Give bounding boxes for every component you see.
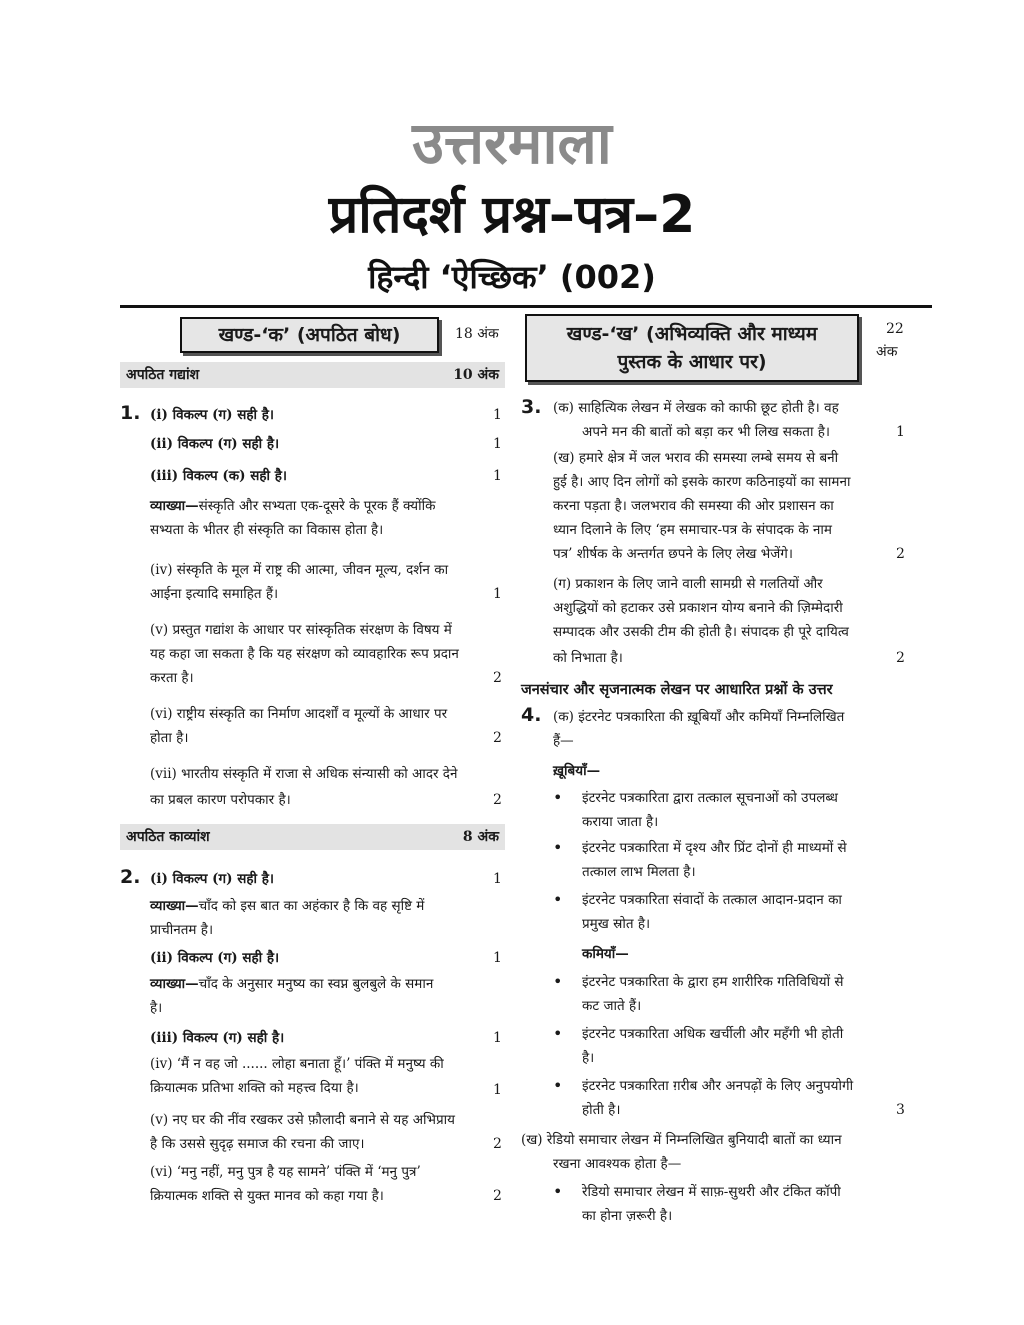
explanation-line: है। xyxy=(150,1000,163,1016)
answer-line: (iii) विकल्प (ग) सही है। xyxy=(150,1030,285,1046)
header-rule xyxy=(120,305,932,308)
bullet-icon: • xyxy=(553,972,563,991)
answer-line: (iii) विकल्प (क) सही है। xyxy=(150,468,288,484)
pros-title: ख़ूबियाँ— xyxy=(553,763,601,779)
question-number: 4. xyxy=(521,704,542,726)
answer-line: हुई है। आए दिन लोगों को इसके कारण कठिनाइयों का सामना xyxy=(553,474,851,490)
answer-line: (vi) ‘मनु नहीं, मनु पुत्र है यह सामने’ पंक्ति में ‘मनु पुत्र’ xyxy=(150,1164,421,1180)
band-marks: 8 अंक xyxy=(462,829,499,845)
answer-line: रखना आवश्यक होता है— xyxy=(553,1156,682,1172)
answer-line: (क) साहित्यिक लेखन में लेखक को काफी छूट होती है। वह xyxy=(553,400,839,416)
section-b-box xyxy=(525,314,859,382)
section-heading: जनसंचार और सृजनात्मक लेखन पर आधारित प्रश्नों के उत्तर xyxy=(521,681,833,698)
bullet-icon: • xyxy=(553,1024,563,1043)
bullet-line: रेडियो समाचार लेखन में साफ़-सुथरी और टंकित कॉपी xyxy=(582,1184,841,1200)
marks: 2 xyxy=(896,650,905,666)
answer-line: (ख) हमारे क्षेत्र में जल भराव की समस्या लम्बे समय से बनी xyxy=(553,450,839,466)
section-b-marks-number: 22 xyxy=(886,321,904,337)
bullet-line: तत्काल लाभ मिलता है। xyxy=(582,864,696,880)
answer-line: हैं— xyxy=(553,733,574,749)
marks: 1 xyxy=(493,468,502,484)
section-a-box xyxy=(180,317,439,353)
answer-line: (iv) संस्कृति के मूल में राष्ट्र की आत्मा, जीवन मूल्य, दर्शन का xyxy=(150,562,449,578)
explanation-line xyxy=(150,496,435,516)
explanation-line xyxy=(150,974,433,994)
explanation-line: प्राचीनतम है। xyxy=(150,922,214,938)
explanation-label: व्याख्या— xyxy=(150,498,199,514)
section-b-title-line1: खण्ड-‘ख’ (अभिव्यक्ति और माध्यम xyxy=(566,323,818,345)
section-b-title-line2: पुस्तक के आधार पर) xyxy=(617,351,767,373)
bullet-icon: • xyxy=(553,1076,563,1095)
answer-line: (iv) ‘मैं न वह जो ...... लोहा बनाता हूँ।’ पंक्ति में मनुष्य की xyxy=(150,1056,444,1072)
answer-line: (ii) विकल्प (ग) सही है। xyxy=(150,950,280,966)
bullet-line: कराया जाता है। xyxy=(582,814,659,830)
bullet-line: होती है। xyxy=(582,1102,621,1118)
section-a-marks: 18 अंक xyxy=(455,326,499,342)
answer-line: (क) इंटरनेट पत्रकारिता की ख़ूबियाँ और कमियाँ निम्नलिखित xyxy=(553,709,845,725)
answer-line: यह कहा जा सकता है कि यह संरक्षण को व्यावहारिक रूप प्रदान xyxy=(150,646,459,662)
section-b-marks-unit: अंक xyxy=(876,344,898,360)
bullet-line: कट जाते हैं। xyxy=(582,998,642,1014)
marks: 1 xyxy=(493,436,502,452)
bullet-line: प्रमुख स्रोत है। xyxy=(582,916,651,932)
answer-line: (i) विकल्प (ग) सही है। xyxy=(150,871,274,887)
answer-line: (vi) राष्ट्रीय संस्कृति का निर्माण आदर्शों व मूल्यों के आधार पर xyxy=(150,706,448,722)
bullet-icon: • xyxy=(553,838,563,857)
section-a-title: खण्ड-‘क’ (अपठित बोध) xyxy=(218,324,401,346)
bullet-icon: • xyxy=(553,890,563,909)
bullet-line: इंटरनेट पत्रकारिता में दृश्य और प्रिंट दोनों ही माध्यमों से xyxy=(582,840,847,856)
marks: 1 xyxy=(493,586,502,602)
marks: 1 xyxy=(896,424,905,440)
marks: 1 xyxy=(493,950,502,966)
explanation-label: व्याख्या— xyxy=(150,898,199,914)
answer-line: होता है। xyxy=(150,730,189,746)
answer-line: (vii) भारतीय संस्कृति में राजा से अधिक संन्यासी को आदर देने xyxy=(150,766,458,782)
answer-key-title: उत्तरमाला xyxy=(412,109,612,177)
marks: 2 xyxy=(896,546,905,562)
answer-line: सम्पादक और उसकी टीम की होती है। संपादक ही पूरे दायित्व xyxy=(553,624,849,640)
marks: 1 xyxy=(493,1082,502,1098)
explanation-line: सभ्यता के भीतर ही संस्कृति का विकास होता है। xyxy=(150,522,384,538)
marks: 2 xyxy=(493,670,502,686)
unseen-poem-band xyxy=(120,824,505,850)
band-label: अपठित गद्यांश xyxy=(126,367,200,383)
answer-line: पत्र’ शीर्षक के अन्तर्गत छपने के लिए लेख भेजेंगे। xyxy=(553,546,793,562)
explanation-line xyxy=(150,896,424,916)
explanation-text: चाँद को इस बात का अहंकार है कि वह सृष्टि में xyxy=(198,898,425,914)
marks: 1 xyxy=(493,1030,502,1046)
bullet-line: इंटरनेट पत्रकारिता ग़रीब और अनपढ़ों के लिए अनुपयोगी xyxy=(582,1078,854,1094)
answer-line: क्रियात्मक प्रतिभा शक्ति को महत्त्व दिया है। xyxy=(150,1080,359,1096)
band-marks: 10 अंक xyxy=(453,367,499,383)
band-label: अपठित काव्यांश xyxy=(126,829,210,845)
answer-line: करता है। xyxy=(150,670,194,686)
bullet-line: इंटरनेट पत्रकारिता के द्वारा हम शारीरिक गतिविधियों से xyxy=(582,974,844,990)
answer-line: (ख) रेडियो समाचार लेखन में निम्नलिखित बुनियादी बातों का ध्यान xyxy=(521,1132,842,1148)
cons-title: कमियाँ— xyxy=(582,946,629,962)
bullet-line: इंटरनेट पत्रकारिता संवादों के तत्काल आदान-प्रदान का xyxy=(582,892,842,908)
answer-line: अपने मन की बातों को बड़ा कर भी लिख सकता है। xyxy=(582,424,831,440)
answer-line: है कि उससे सुदृढ़ समाज की रचना की जाए। xyxy=(150,1136,365,1152)
explanation-text: चाँद के अनुसार मनुष्य का स्वप्न बुलबुले के समान xyxy=(198,976,434,992)
bullet-line: है। xyxy=(582,1050,595,1066)
bullet-icon: • xyxy=(553,1182,563,1201)
unseen-passage-band xyxy=(120,362,505,388)
marks: 2 xyxy=(493,1136,502,1152)
answer-line: अशुद्धियों को हटाकर उसे प्रकाशन योग्य बनाने की ज़िम्मेदारी xyxy=(553,600,843,616)
explanation-label: व्याख्या— xyxy=(150,976,199,992)
answer-line: (ii) विकल्प (ग) सही है। xyxy=(150,436,280,452)
answer-line: का प्रबल कारण परोपकार है। xyxy=(150,792,291,808)
answer-line: (ग) प्रकाशन के लिए जाने वाली सामग्री से गलतियों और xyxy=(553,576,823,592)
marks: 1 xyxy=(493,407,502,423)
explanation-text: संस्कृति और सभ्यता एक-दूसरे के पूरक हैं क्योंकि xyxy=(198,498,436,514)
bullet-line: का होना ज़रूरी है। xyxy=(582,1208,673,1224)
bullet-icon: • xyxy=(553,788,563,807)
answer-line: को निभाता है। xyxy=(553,650,623,666)
answer-line: करना पड़ता है। जलभराव की समस्या की ओर प्रशासन का xyxy=(553,498,834,514)
subject-title: हिन्दी ‘ऐच्छिक’ (002) xyxy=(368,258,656,296)
answer-line: क्रियात्मक शक्ति से युक्त मानव को कहा गया है। xyxy=(150,1188,384,1204)
bullet-line: इंटरनेट पत्रकारिता अधिक खर्चीली और महँगी भी होती xyxy=(582,1026,844,1042)
question-number: 3. xyxy=(521,396,542,418)
marks: 2 xyxy=(493,730,502,746)
marks: 2 xyxy=(493,1188,502,1204)
answer-line: आईना इत्यादि समाहित हैं। xyxy=(150,586,279,602)
answer-line: ध्यान दिलाने के लिए ‘हम समाचार-पत्र के संपादक के नाम xyxy=(553,522,832,538)
bullet-line: इंटरनेट पत्रकारिता द्वारा तत्काल सूचनाओं को उपलब्ध xyxy=(582,790,838,806)
marks: 2 xyxy=(493,792,502,808)
answer-line: (v) नए घर की नींव रखकर उसे फ़ौलादी बनाने से यह अभिप्राय xyxy=(150,1112,456,1128)
answer-line: (v) प्रस्तुत गद्यांश के आधार पर सांस्कृतिक संरक्षण के विषय में xyxy=(150,622,452,638)
marks: 1 xyxy=(493,871,502,887)
question-number: 2. xyxy=(120,866,141,888)
sample-paper-title: प्रतिदर्श प्रश्न–पत्र–2 xyxy=(328,185,696,245)
marks: 3 xyxy=(896,1102,905,1118)
answer-line: (i) विकल्प (ग) सही है। xyxy=(150,407,274,423)
question-number: 1. xyxy=(120,402,141,424)
